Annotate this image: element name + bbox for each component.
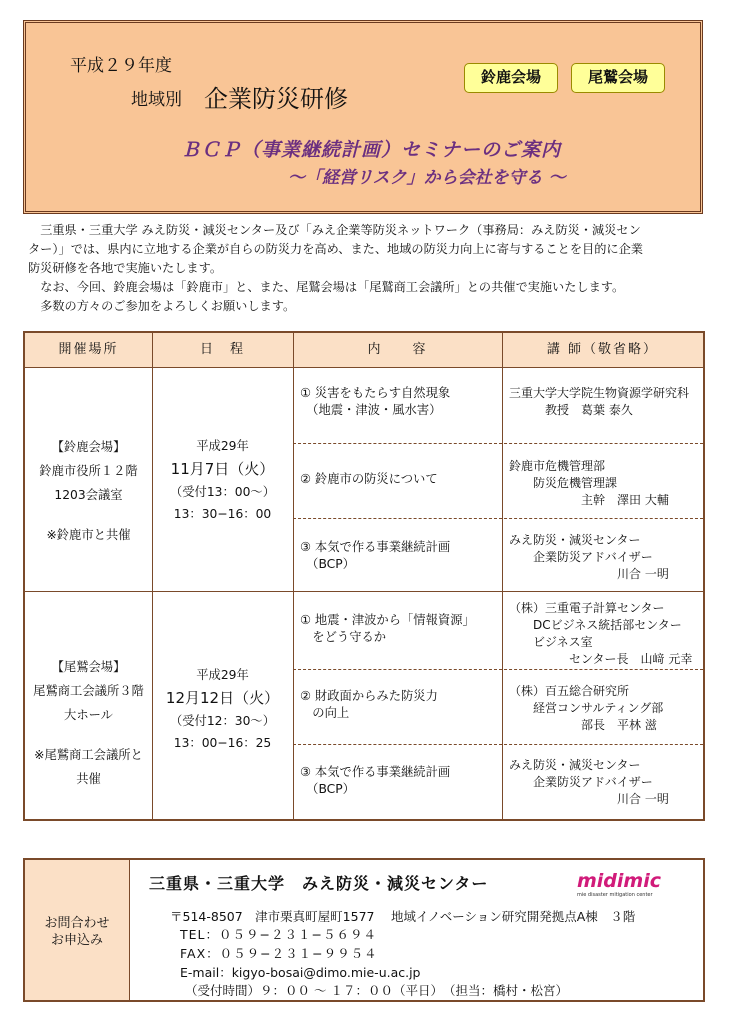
venue-line	[25, 727, 152, 743]
lecturer-line: みえ防災・減災センター	[509, 533, 641, 547]
contact-hours: （受付時間）９：００ ～ １７：００（平日） （担当：橋村・松宮）	[185, 983, 568, 998]
owase-venue	[25, 655, 152, 791]
lecturer-line: DCビジネス統括部センター	[509, 618, 682, 632]
owase-lecturer-3	[509, 757, 701, 808]
suzuka-content-3	[300, 539, 500, 573]
content-line: ③ 本気で作る事業継続計画	[300, 540, 451, 554]
contact-fax: FAX：０５９−２３１−９９５４	[180, 946, 378, 961]
content-line: （BCP）	[300, 782, 355, 796]
contact-label	[25, 915, 129, 949]
lecturer-line: （株）百五総合研究所	[509, 684, 630, 698]
lecturer-line: 川合 一明	[509, 792, 669, 806]
lecturer-line: 企業防災アドバイザー	[509, 550, 653, 564]
lecturer-line: ビジネス室	[509, 635, 593, 649]
intro-p3: 多数の方々のご参加をよろしくお願いします。	[40, 299, 296, 313]
contact-box	[23, 858, 705, 1002]
content-line: （地震・津波・風水害）	[300, 403, 442, 417]
lecturer-line: 教授 葛葉 泰久	[509, 403, 633, 417]
lecturer-line: 川合 一明	[509, 567, 669, 581]
contact-label-line: お申込み	[50, 933, 103, 948]
venue-line: 【鈴鹿会場】	[51, 440, 126, 454]
suzuka-date	[152, 435, 293, 525]
date-day: 11月7日（火）	[170, 460, 275, 478]
lecturer-line: 部長 平林 滋	[509, 718, 657, 732]
owase-lecturer-1	[509, 600, 701, 668]
owase-date	[152, 664, 293, 754]
sub-row-divider	[293, 518, 703, 519]
logo-subtext: mie disaster mitigation center	[577, 892, 653, 898]
date-reception: （受付13：00～）	[169, 485, 276, 499]
sub-label: 地域別	[131, 90, 182, 110]
suzuka-lecturer-2	[509, 458, 701, 509]
contact-address: 〒514-8507 津市栗真町屋町1577 地域イノベーション研究開発拠点A棟 ３階	[170, 909, 636, 924]
content-line: ① 地震・津波から「情報資源」	[300, 613, 475, 627]
lecturer-line: （株）三重電子計算センター	[509, 601, 665, 615]
suzuka-lecturer-1	[509, 385, 701, 419]
content-line: ② 財政面からみた防災力	[300, 689, 438, 703]
row-divider	[25, 591, 703, 592]
suzuka-lecturer-3	[509, 532, 701, 583]
venue-line: 大ホール	[64, 708, 113, 722]
table-header-row	[25, 333, 703, 368]
owase-content-1	[300, 612, 500, 646]
suzuka-content-1	[300, 385, 500, 419]
logo-text: midimic	[577, 870, 661, 892]
lecturer-line: 三重大学大学院生物資源学研究科	[509, 386, 690, 400]
venue-line: 鈴鹿市役所１２階	[39, 464, 138, 478]
venue-line: 共催	[76, 772, 101, 786]
intro-p1-line1: 三重県・三重大学 みえ防災・減災センター及び「みえ企業等防災ネットワーク（事務局：みえ防災・減災セン	[40, 223, 641, 237]
date-reception: （受付12：30～）	[169, 714, 276, 728]
lecturer-line: みえ防災・減災センター	[509, 758, 641, 772]
fiscal-year: 平成２９年度	[70, 56, 172, 76]
col-divider	[293, 333, 294, 819]
header-box	[23, 20, 703, 214]
owase-lecturer-2	[509, 683, 701, 734]
schedule-table	[23, 331, 705, 821]
venue-tag-owase: 尾鷲会場	[571, 63, 665, 93]
suzuka-venue	[25, 435, 152, 547]
col-divider	[502, 333, 503, 819]
lecturer-line: 鈴鹿市危機管理部	[509, 459, 606, 473]
th-date: 日 程	[199, 342, 245, 357]
venue-line: ※尾鷲商工会議所と	[34, 748, 143, 762]
venue-line: ※鈴鹿市と共催	[46, 528, 131, 542]
lecturer-line: 主幹 澤田 大輔	[509, 493, 669, 507]
content-line: をどう守るか	[300, 630, 387, 644]
owase-content-2	[300, 688, 500, 722]
date-day: 12月12日（火）	[165, 689, 280, 707]
th-lecturer: 講 師（敬省略）	[546, 342, 659, 357]
contact-label-cell	[25, 860, 130, 1000]
suzuka-content-2	[300, 471, 500, 488]
lecturer-line: 防災危機管理課	[509, 476, 618, 490]
th-content: 内 容	[367, 342, 428, 357]
intro-p2: なお、今回、鈴鹿会場は「鈴鹿市」と、また、尾鷲会場は「尾鷲商工会議所」との共催で実施いたします。	[40, 280, 625, 294]
sub-row-divider	[293, 669, 703, 670]
venue-tag-suzuka: 鈴鹿会場	[464, 63, 558, 93]
date-year: 平成29年	[196, 668, 249, 682]
venue-line	[25, 507, 152, 523]
venue-line: 尾鷲商工会議所３階	[33, 684, 144, 698]
content-line: ③ 本気で作る事業継続計画	[300, 765, 451, 779]
sub-row-divider	[293, 744, 703, 745]
intro-p1-line2: ター）」では、県内に立地する企業が自らの防災力を高め、また、地域の防災力向上に寄与することを目的に企業	[28, 242, 643, 256]
lecturer-line: 経営コンサルティング部	[509, 701, 664, 715]
seminar-subtitle: ～「経営リスク」から会社を守る ～	[288, 168, 566, 188]
owase-content-3	[300, 764, 500, 798]
contact-email[interactable]: E-mail：kigyo-bosai@dimo.mie-u.ac.jp	[180, 965, 421, 980]
content-line: の向上	[300, 706, 350, 720]
date-time: 13：00−16：25	[173, 736, 272, 750]
lecturer-line: センター長 山﨑 元幸	[509, 652, 693, 666]
contact-tel: TEL：０５９−２３１−５６９４	[180, 927, 377, 942]
contact-org: 三重県・三重大学 みえ防災・減災センター	[149, 874, 489, 893]
contact-label-line: お問合わせ	[44, 916, 110, 931]
date-time: 13：30−16：00	[173, 507, 272, 521]
th-venue: 開催場所	[58, 342, 119, 357]
venue-line: 【尾鷲会場】	[51, 660, 126, 674]
main-title: 企業防災研修	[204, 85, 348, 113]
content-line: ① 災害をもたらす自然現象	[300, 386, 451, 400]
seminar-title: ＢＣＰ（事業継続計画）セミナーのご案内	[181, 139, 562, 161]
midimic-logo	[577, 870, 663, 900]
intro-text	[28, 221, 704, 316]
intro-p1-line3: 防災研修を各地で実施いたします。	[28, 261, 223, 275]
date-year: 平成29年	[196, 439, 249, 453]
venue-line: 1203会議室	[54, 488, 123, 502]
content-line: （BCP）	[300, 557, 355, 571]
sub-row-divider	[293, 443, 703, 444]
lecturer-line: 企業防災アドバイザー	[509, 775, 653, 789]
content-line: ② 鈴鹿市の防災について	[300, 472, 438, 486]
